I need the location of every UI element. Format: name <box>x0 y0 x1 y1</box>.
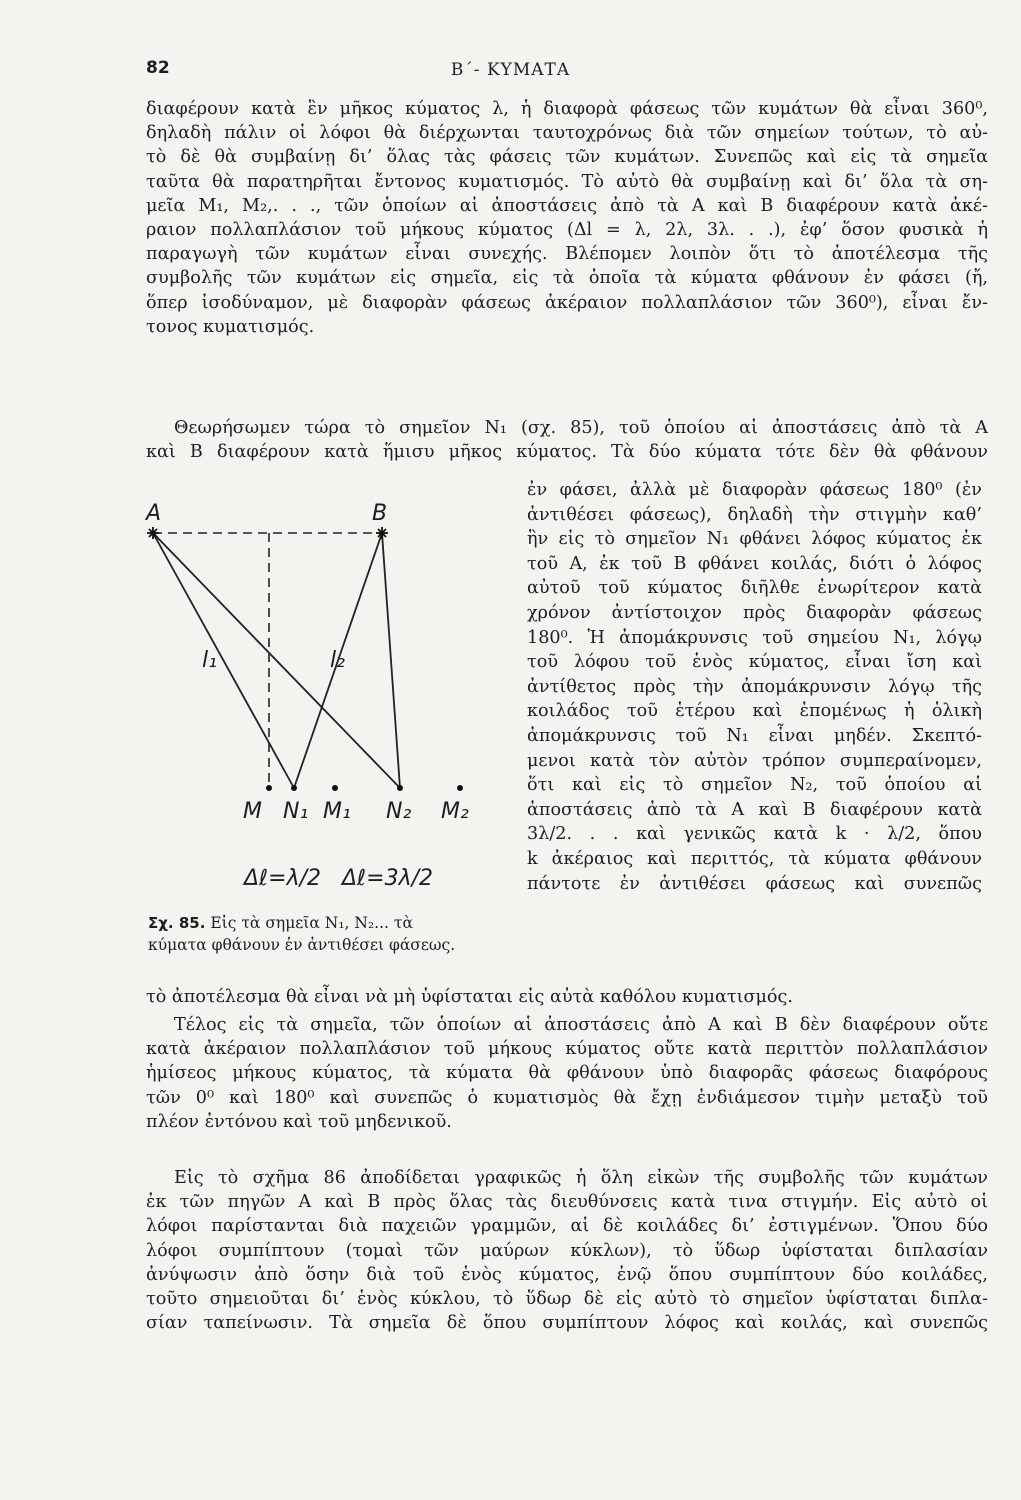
label-l2: l₂ <box>330 648 345 673</box>
caption-label: Σχ. 85. <box>148 914 206 932</box>
paragraph-4 <box>146 1166 988 1335</box>
label-n2: N₂ <box>386 799 412 824</box>
paragraph-1 <box>146 97 988 339</box>
point-m2 <box>457 785 463 791</box>
figure-85 <box>120 482 500 902</box>
interference-diagram <box>120 482 500 902</box>
running-title: Β΄- ΚΥΜΑΤΑ <box>450 60 571 80</box>
label-m1: M₁ <box>323 799 351 824</box>
text-line: λόφοι συμπίπτουν (τομαὶ τῶν μαύρων κύκλων), τὸ ὕδωρ ὑφίσταται διπλασίαν <box>146 1240 988 1261</box>
text-line: τοῦ A, ἐκ τοῦ B φθάνει κοιλάς, διότι ὁ λόφος <box>527 553 982 574</box>
text-line: κοιλάδος τοῦ ἑτέρου καὶ ἑπομένως ἡ ὁλικὴ <box>527 701 982 722</box>
text-line: τοῦτο σημειοῦται δι’ ἑνὸς κύκλου, τὸ ὕδωρ δὲ εἰς αὐτὸ τὸ σημεῖον ὑφίσταται διπλα- <box>146 1289 988 1310</box>
paragraph-2-start <box>146 416 988 464</box>
text-line: μενοι κατὰ τὸν αὐτὸν τρόπον συμπεραίνομεν, <box>527 750 982 771</box>
source-b-star-icon <box>376 527 388 539</box>
label-n1: N₁ <box>283 799 309 824</box>
text-line: πλέον ἐντόνου καὶ τοῦ μηδενικοῦ. <box>146 1111 452 1132</box>
ray-b-n2 <box>382 533 400 788</box>
text-line: Θεωρήσωμεν τώρα τὸ σημεῖον N₁ (σχ. 85), τοῦ ὁποίου αἱ ἀποστάσεις ἀπὸ τὰ A <box>174 418 988 438</box>
text-line: τὸ δὲ θὰ συμβαίνῃ δι’ ὅλας τὰς φάσεις τῶν κυμάτων. Συνεπῶς καὶ εἰς τὰ σημεῖα <box>146 147 988 168</box>
paragraph-2-column <box>527 478 982 896</box>
point-n2 <box>397 785 403 791</box>
text-line: χρόνον ἀντίστοιχον πρὸς διαφορὰν φάσεως <box>527 602 982 623</box>
text-line: ἡμίσεος μήκους κύματος, τὰ κύματα θὰ φθάνουν ὑπὸ διαφορᾶς φάσεως διαφόρους <box>146 1063 988 1084</box>
text-line: τονος κυματισμός. <box>146 316 315 337</box>
ray-a-n2 <box>153 533 400 788</box>
text-line: ἐν φάσει, ἀλλὰ μὲ διαφορὰν φάσεως 180⁰ (ἐν <box>527 480 982 500</box>
text-line: διαφέρουν κατὰ ἓν μῆκος κύματος λ, ἡ διαφορὰ φάσεως τῶν κυμάτων θὰ εἶναι 360⁰, <box>146 99 988 119</box>
text-line: αὐτοῦ τοῦ κύματος διῆλθε ἐνωρίτερον κατὰ <box>527 578 982 599</box>
page-number: 82 <box>146 58 170 78</box>
text-line: ἀντιθέσει φάσεως), δηλαδὴ τὴν στιγμὴν καθ’ <box>527 504 982 525</box>
paragraph-3 <box>146 1013 988 1134</box>
text-line: ραιον πολλαπλάσιον τοῦ μήκους κύματος (Δl = λ, 2λ, 3λ. . .), ἐφ’ ὅσον φυσικὰ ἡ <box>146 220 988 241</box>
text-line: σίαν ταπείνωσιν. Τὰ σημεῖα δὲ ὅπου συμπίπτουν λόφος καὶ κοιλάς, καὶ συνεπῶς <box>146 1313 988 1334</box>
text-line: ταῦτα θὰ παρατηρῆται ἔντονος κυματισμός. Τὸ αὐτὸ θὰ συμβαίνῃ καὶ δι’ ὅλα τὰ ση- <box>146 171 988 192</box>
text-line: τοῦ λόφου τοῦ ἑνὸς κύματος, εἶναι ἴση καὶ <box>527 652 982 673</box>
label-m: M <box>243 799 262 824</box>
text-line: Εἰς τὸ σχῆμα 86 ἀποδίδεται γραφικῶς ἡ ὅλη εἰκὼν τῆς συμβολῆς τῶν κυμάτων <box>174 1168 988 1188</box>
text-line: τῶν 0⁰ καὶ 180⁰ καὶ συνεπῶς ὁ κυματισμὸς θὰ ἔχῃ ἐνδιάμεσον τιμὴν μεταξὺ τοῦ <box>146 1087 988 1108</box>
text-line: δηλαδὴ πάλιν οἱ λόφοι θὰ διέρχωνται ταυτοχρόνως διὰ τῶν σημείων τούτων, τὸ αὐ- <box>146 123 988 144</box>
text-line: ὅπερ ἰσοδύναμον, μὲ διαφορὰν φάσεως ἀκέραιον πολλαπλάσιον τῶν 360⁰), εἶναι ἔν- <box>146 292 988 313</box>
text-line: ἐκ τῶν πηγῶν A καὶ B πρὸς ὅλας τὰς διευθύνσεις κατὰ τινα στιγμήν. Εἰς αὐτὸ οἱ <box>146 1192 988 1213</box>
point-m1 <box>332 785 338 791</box>
point-n1 <box>291 785 297 791</box>
text-line: 3λ/2. . . καὶ γενικῶς κατὰ k · λ/2, ὅπου <box>527 824 982 845</box>
paragraph-2-end <box>146 985 988 1009</box>
text-line: λόφοι παρίστανται διὰ παχειῶν γραμμῶν, αἱ δὲ κοιλάδες δι’ ἐστιγμένων. Ὅπου δύο <box>146 1216 988 1237</box>
text-line: μεῖα M₁, M₂,. . ., τῶν ὁποίων αἱ ἀποστάσεις ἀπὸ τὰ A καὶ B διαφέρουν κατὰ ἀκέ- <box>146 195 988 216</box>
point-m <box>266 785 272 791</box>
text-line: συμβολῆς τῶν κυμάτων εἰς σημεῖα, εἰς τὰ ὁποῖα τὰ κύματα φθάνουν ἐν φάσει (ἤ, <box>146 268 988 289</box>
text-line: κατὰ ἀκέραιον πολλαπλάσιον τοῦ μήκους κύματος οὔτε κατὰ περιττὸν πολλαπλάσιον <box>146 1039 988 1060</box>
text-line: πάντοτε ἐν ἀντιθέσει φάσεως καὶ συνεπῶς <box>527 873 982 894</box>
text-line: τὸ ἀποτέλεσμα θὰ εἶναι νὰ μὴ ὑφίσταται εἰς αὐτὰ καθόλου κυματισμός. <box>146 987 793 1007</box>
label-delta-2: Δℓ=3λ/2 <box>342 866 433 891</box>
text-line: ἣν εἰς τὸ σημεῖον N₁ φθάνει λόφος κύματος ἐκ <box>527 529 982 550</box>
caption-text: κύματα φθάνουν ἐν ἀντιθέσει φάσεως. <box>148 936 456 954</box>
label-a: A <box>146 501 162 526</box>
text-line: ἀντίθετος πρὸς τὴν ἀπομάκρυνσιν λόγῳ τῆς <box>527 676 982 697</box>
label-b: B <box>372 501 388 526</box>
figure-caption <box>148 912 498 956</box>
text-line: ἀποστάσεις ἀπὸ τὰ A καὶ B διαφέρουν κατὰ <box>527 799 982 820</box>
label-l1: l₁ <box>202 648 217 673</box>
text-line: Τέλος εἰς τὰ σημεῖα, τῶν ὁποίων αἱ ἀποστάσεις ἀπὸ A καὶ B δὲν διαφέρουν οὔτε <box>174 1015 988 1035</box>
ray-a-n1 <box>153 533 294 788</box>
text-line: k ἀκέραιος καὶ περιττός, τὰ κύματα φθάνουν <box>527 848 982 869</box>
caption-text: Εἰς τὰ σημεῖα N₁, N₂... τὰ <box>210 914 413 932</box>
text-line: ὅτι καὶ εἰς τὸ σημεῖον N₂, τοῦ ὁποίου αἱ <box>527 775 982 796</box>
label-m2: M₂ <box>441 799 469 824</box>
text-line: ἀνύψωσιν ἀπὸ ὅσην διὰ τοῦ ἑνὸς κύματος, ἐνῷ ὅπου συμπίπτουν δύο κοιλάδες, <box>146 1264 988 1285</box>
text-line: 180⁰. Ἡ ἀπομάκρυνσις τοῦ σημείου N₁, λόγῳ <box>527 627 982 648</box>
text-line: παραγωγὴ τῶν κυμάτων εἶναι συνεχής. Βλέπομεν λοιπὸν ὅτι τὸ ἀποτέλεσμα τῆς <box>146 244 988 265</box>
label-delta-1: Δℓ=λ/2 <box>244 866 321 891</box>
text-line: καὶ B διαφέρουν κατὰ ἥμισυ μῆκος κύματος. Τὰ δύο κύματα τότε δὲν θὰ φθάνουν <box>146 442 988 463</box>
text-line: ἀπομάκρυνσις τοῦ N₁ εἶναι μηδέν. Σκεπτό- <box>527 725 982 746</box>
